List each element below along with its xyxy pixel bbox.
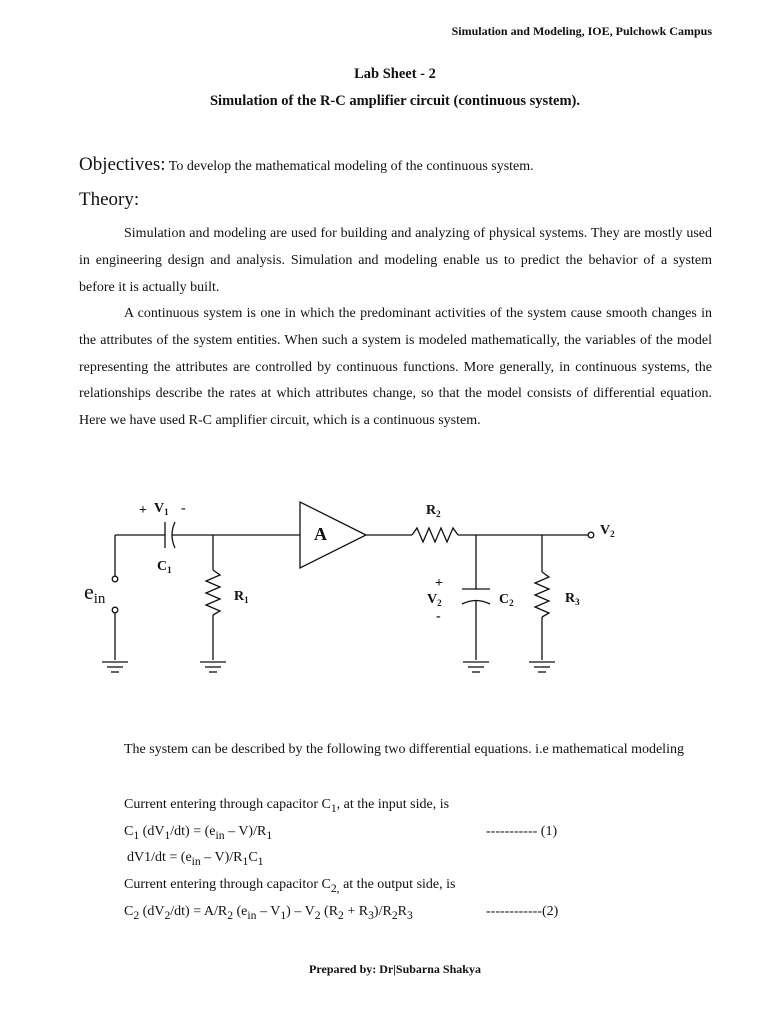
equation-2: $C_2$ $(dV_2/dt) = A/R_2$ $(e_{in} - V_1) - V_2$ $(R_2 + R_3)/R_2R_3$ [124, 904, 413, 922]
lab-sheet-subtitle: Simulation of the R-C amplifier circuit (continuous system). [209, 93, 580, 109]
v1-minus-label: - [181, 501, 186, 516]
ground-symbol [200, 662, 226, 672]
modeling-paragraph: The system can be described by the following two differential equations. i.e mathematical modeling [124, 742, 684, 757]
lab-sheet-title: Lab Sheet - 2 [354, 66, 436, 82]
v2-output-label: $V_2$ [600, 523, 615, 539]
input-terminal-bottom [112, 607, 118, 613]
resistor-r2 [412, 528, 458, 542]
ground-symbol [463, 662, 489, 672]
resistor-r1 [206, 570, 220, 615]
r2-label: $R_2$ [426, 503, 441, 519]
v2-plus-label: + [435, 576, 443, 591]
objectives-label: Objectives: [79, 154, 166, 175]
equation-intro-1: Current entering through capacitor $C_1$, at the input side, is [124, 797, 450, 815]
v1-label: $V_1$ [154, 501, 169, 517]
v1-plus-label: + [139, 503, 147, 518]
equation-2-number: ------------(2) [486, 904, 559, 919]
v2-label: $V_2$ [427, 592, 442, 608]
rc-amplifier-circuit-diagram [0, 480, 768, 690]
ground-symbol [102, 662, 128, 672]
ein-label: ein [84, 579, 106, 607]
c2-label: $C_2$ [499, 592, 514, 608]
r1-label: $R_1$ [234, 589, 249, 605]
v2-minus-label: - [436, 609, 441, 624]
amplifier-label: A [314, 524, 327, 544]
theory-paragraph-1: Simulation and modeling are used for building and analyzing of physical systems. They are mostly used in engineering design and analysis. Simulation and modeling enable us to predict the behavior of a system before it is actually built. [79, 226, 712, 295]
equation-intro-2: Current entering through capacitor $C_{2,}$ at the output side, is [124, 877, 456, 895]
r3-label: $R_3$ [565, 591, 580, 607]
equation-1-number: ----------- (1) [486, 824, 558, 839]
objectives-text: To develop the mathematical modeling of the continuous system. [168, 159, 534, 174]
equation-1b: $dV1/dt = (e_{in} - V)/R_1C_1$ [127, 850, 264, 868]
theory-heading: Theory: [79, 189, 140, 210]
theory-paragraph-2: A continuous system is one in which the predominant activities of the system cause smooth changes in the attributes of the system entities. When such a system is modeled mathematically, the variables of the model representing the attributes are controlled by continuous functions. More generally, in continuous systems, the relationships describe the rates at which attributes change, so that the model consists of differential equation. Here we have used R-C amplifier circuit, which is a continuous system. [79, 306, 712, 429]
output-terminal [588, 532, 594, 538]
objectives [79, 154, 534, 176]
amplifier-triangle [300, 502, 366, 568]
resistor-r3 [535, 572, 549, 617]
equation-1: $C_1$ $(dV_1/dt) = (e_{in} - V)/R_1$ [124, 824, 273, 842]
running-header: Simulation and Modeling, IOE, Pulchowk Campus [451, 24, 712, 38]
footer-prepared-by: Prepared by: Dr|Subarna Shakya [309, 962, 481, 976]
ground-symbol [529, 662, 555, 672]
c1-label: $C_1$ [157, 559, 172, 575]
input-terminal-top [112, 576, 118, 582]
